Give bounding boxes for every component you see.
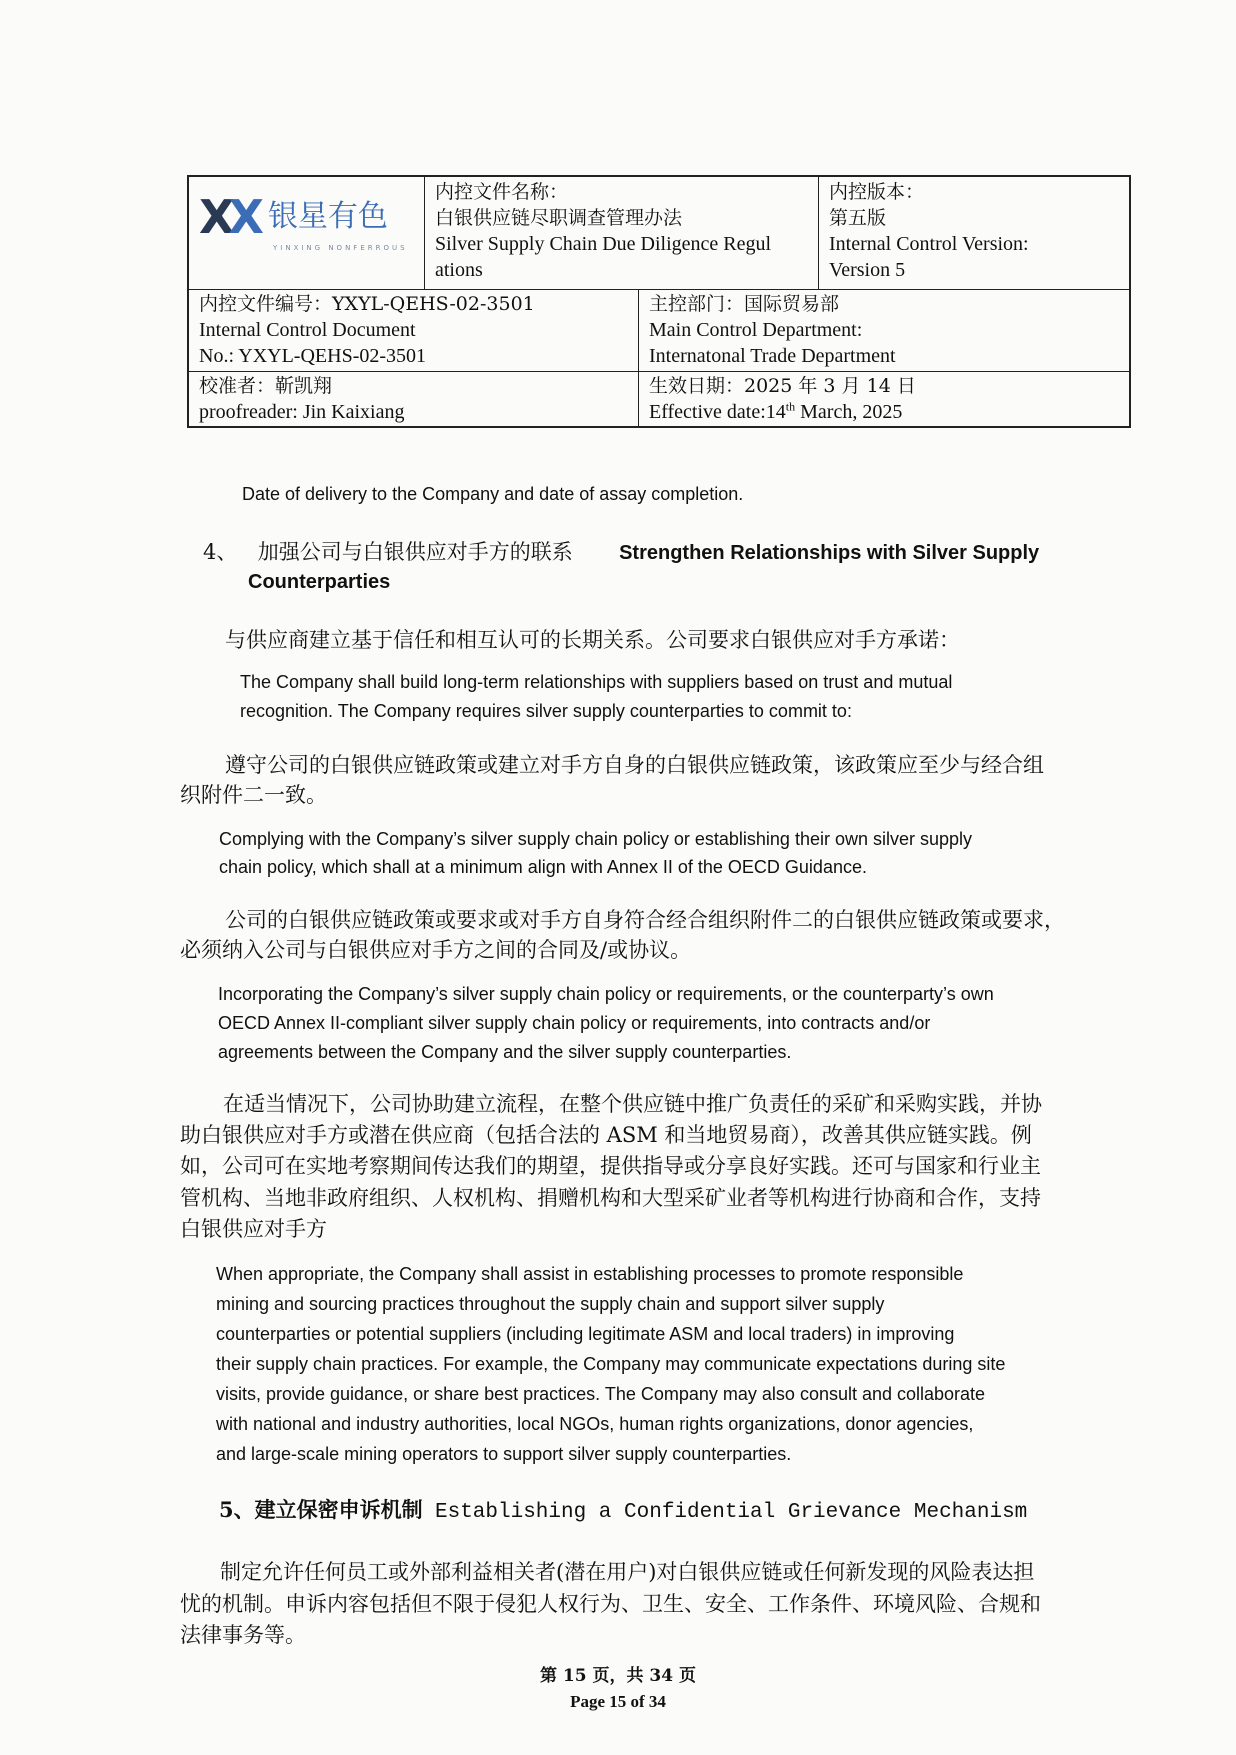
p4-en-2: mining and sourcing practices throughout the supply chain and support silver supply bbox=[216, 1294, 885, 1314]
p4-en-3: counterparties or potential suppliers (including legitimate ASM and local traders) in improving bbox=[216, 1324, 955, 1344]
header-table bbox=[187, 175, 1131, 428]
version-cell bbox=[819, 177, 1129, 289]
version-en-1: Internal Control Version: bbox=[829, 233, 1029, 255]
effective-date-cell bbox=[639, 371, 1129, 426]
section-4-heading bbox=[203, 538, 1039, 567]
effective-date-cn: 生效日期：2025 年 3 月 14 日 bbox=[649, 375, 916, 397]
header-row-3 bbox=[189, 371, 1129, 426]
p1-en-1: The Company shall build long-term relationships with suppliers based on trust and mutual bbox=[240, 672, 953, 692]
section-4-title-en-2: Counterparties bbox=[248, 571, 391, 593]
p4-cn-5: 白银供应对手方 bbox=[180, 1217, 327, 1241]
doc-no-cell bbox=[189, 289, 639, 371]
section-5-heading bbox=[219, 1496, 1027, 1527]
p2-cn-1: 遵守公司的白银供应链政策或建立对手方自身的白银供应链政策，该政策应至少与经合组 bbox=[225, 753, 1044, 777]
p2-cn-2: 织附件二一致。 bbox=[180, 783, 327, 807]
footer-page-en: Page 15 of 34 bbox=[570, 1692, 666, 1711]
proofreader-cell bbox=[189, 371, 639, 426]
p4-en-1: When appropriate, the Company shall assist in establishing processes to promote responsible bbox=[216, 1264, 964, 1284]
doc-name-en-2: ations bbox=[435, 259, 483, 281]
p5-cn-1: 制定允许任何员工或外部利益相关者(潜在用户)对白银供应链或任何新发现的风险表达担 bbox=[220, 1560, 1035, 1584]
p0-en: Date of delivery to the Company and date of assay completion. bbox=[242, 484, 744, 504]
logo-cell bbox=[189, 177, 425, 289]
section-4-title-cn: 加强公司与白银供应对手方的联系 bbox=[257, 540, 573, 564]
dept-cell bbox=[639, 289, 1129, 371]
section-4-title-en-2-wrap bbox=[248, 567, 390, 596]
dept-cn: 主控部门：国际贸易部 bbox=[649, 293, 840, 315]
header-row-2 bbox=[189, 289, 1129, 372]
proofreader-cn: 校准者：靳凯翔 bbox=[199, 375, 333, 397]
dept-en-2: Internatonal Trade Department bbox=[649, 345, 896, 367]
logo-mark-icon: X bbox=[199, 190, 229, 244]
p2-en-2: chain policy, which shall at a minimum align with Annex II of the OECD Guidance. bbox=[219, 857, 867, 877]
section-5-title-cn: 5、建立保密申诉机制 bbox=[219, 1497, 423, 1522]
p3-cn-2: 必须纳入公司与白银供应对手方之间的合同及/或协议。 bbox=[180, 938, 692, 962]
doc-name-en-1: Silver Supply Chain Due Diligence Regul bbox=[435, 233, 772, 255]
dept-en-1: Main Control Department: bbox=[649, 319, 863, 341]
p3-cn-1: 公司的白银供应链政策或要求或对手方自身符合经合组织附件二的白银供应链政策或要求， bbox=[225, 908, 1065, 932]
p4-cn-1: 在适当情况下，公司协助建立流程，在整个供应链中推广负责任的采矿和采购实践，并协 bbox=[223, 1092, 1042, 1116]
p4-en-5: visits, provide guidance, or share best practices. The Company may also consult and collaborate bbox=[216, 1384, 986, 1404]
version-label: 内控版本： bbox=[829, 181, 925, 203]
version-en-2: Version 5 bbox=[829, 259, 906, 281]
doc-no-en-1: Internal Control Document bbox=[199, 319, 416, 341]
p5-cn-3: 法律事务等。 bbox=[180, 1623, 306, 1647]
header-row-1 bbox=[189, 177, 1129, 290]
p5-cn-2: 忧的机制。申诉内容包括但不限于侵犯人权行为、卫生、安全、工作条件、环境风险、合规和 bbox=[180, 1592, 1041, 1616]
p1-en-2: recognition. The Company requires silver supply counterparties to commit to: bbox=[240, 701, 852, 721]
logo-subtitle: YINXING NONFERROUS bbox=[273, 244, 408, 252]
p2-en-1: Complying with the Company’s silver supply chain policy or establishing their own silver supply bbox=[219, 829, 973, 849]
section-4-number: 4、 bbox=[203, 540, 238, 564]
doc-no-en-2: No.: YXYL-QEHS-02-3501 bbox=[199, 345, 427, 367]
p3-en-3: agreements between the Company and the silver supply counterparties. bbox=[218, 1042, 792, 1062]
section-4-title-en-1: Strengthen Relationships with Silver Supply bbox=[619, 542, 1040, 564]
p4-en-7: and large-scale mining operators to support silver supply counterparties. bbox=[216, 1444, 792, 1464]
p4-en-4: their supply chain practices. For example, the Company may communicate expectations during site bbox=[216, 1354, 1006, 1374]
p1-cn: 与供应商建立基于信任和相互认可的长期关系。公司要求白银供应对手方承诺： bbox=[225, 628, 960, 652]
doc-no-cn: 内控文件编号：YXYL-QEHS-02-3501 bbox=[199, 293, 535, 315]
p3-en-1: Incorporating the Company’s silver supply chain policy or requirements, or the counterparty’s own bbox=[218, 984, 994, 1004]
logo-mark-icon-2: X bbox=[228, 190, 258, 244]
section-5-title-en: Establishing a Confidential Grievance Mechanism bbox=[434, 1501, 1028, 1524]
doc-name-cell bbox=[425, 177, 819, 289]
doc-name-label: 内控文件名称： bbox=[435, 181, 569, 203]
doc-name-cn: 白银供应链尽职调查管理办法 bbox=[435, 207, 683, 229]
logo-name: 银星有色 bbox=[267, 199, 388, 234]
effective-date-en-sup: th bbox=[785, 399, 796, 414]
version-cn: 第五版 bbox=[829, 207, 887, 229]
p4-cn-4: 管机构、当地非政府组织、人权机构、捐赠机构和大型采矿业者等机构进行协商和合作，支持 bbox=[180, 1186, 1041, 1210]
proofreader-en: proofreader: Jin Kaixiang bbox=[199, 401, 405, 423]
effective-date-en-post: March, 2025 bbox=[795, 401, 903, 423]
p4-en-6: with national and industry authorities, local NGOs, human rights organizations, donor agencies, bbox=[216, 1414, 974, 1434]
effective-date-en-pre: Effective date:14 bbox=[649, 401, 786, 423]
footer-page-cn: 第 15 页，共 34 页 bbox=[540, 1666, 696, 1686]
p3-en-2: OECD Annex II-compliant silver supply chain policy or requirements, into contracts and/or bbox=[218, 1013, 931, 1033]
p4-cn-2: 助白银供应对手方或潜在供应商（包括合法的 ASM 和当地贸易商），改善其供应链实践。例 bbox=[180, 1123, 1032, 1147]
effective-date-en bbox=[649, 399, 1119, 425]
p4-cn-3: 如，公司可在实地考察期间传达我们的期望，提供指导或分享良好实践。还可与国家和行业主 bbox=[180, 1154, 1041, 1178]
